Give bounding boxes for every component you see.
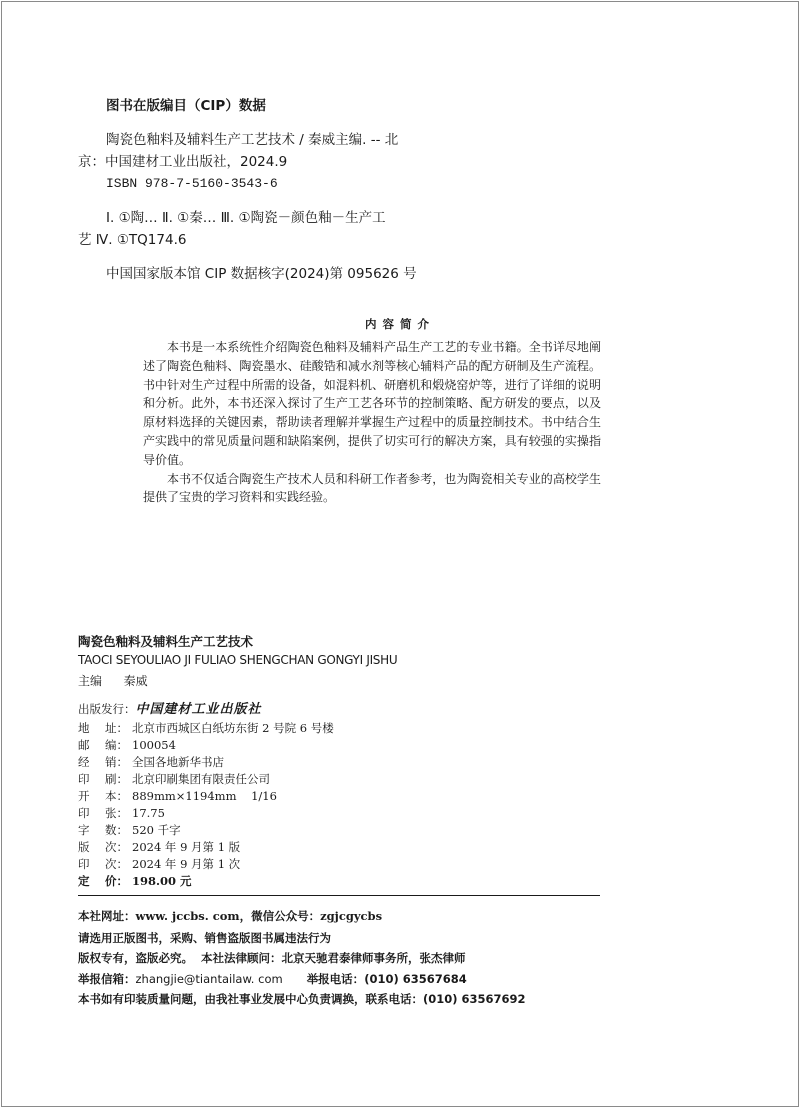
address-value: 北京市西城区白纸坊东街 2 号院 6 号楼 — [132, 721, 334, 735]
info-row-distributor: 经 销： 全国各地新华书店 — [78, 755, 224, 769]
publisher-label: 出版发行： — [78, 702, 136, 716]
info-row-wordcount: 字 数： 520 千字 — [78, 823, 181, 837]
editor-line — [78, 672, 148, 689]
abstract-title: 内容简介 — [365, 317, 435, 331]
editor-label: 主编 — [78, 674, 103, 688]
editor-name: 秦威 — [123, 674, 148, 688]
postcode-value: 100054 — [132, 738, 176, 752]
info-row-price: 定 价： 198.00 元 — [78, 874, 192, 888]
edition-value: 2024 年 9 月第 1 版 — [132, 840, 241, 854]
wordcount-value: 520 千字 — [132, 823, 181, 837]
info-row-postcode: 邮 编： 100054 — [78, 738, 176, 752]
printing-value: 2024 年 9 月第 1 次 — [132, 857, 241, 871]
distributor-value: 全国各地新华书店 — [132, 755, 224, 769]
website-link[interactable]: www. jccbs. com， — [135, 909, 252, 923]
info-row-address: 地 址： 北京市西城区白纸坊东街 2 号院 6 号楼 — [78, 721, 334, 735]
info-row-printer: 印 刷： 北京印刷集团有限责任公司 — [78, 772, 270, 786]
cip-line-5: 艺 Ⅳ. ①TQ174.6 — [78, 232, 187, 248]
report-email[interactable]: zhangjie@tiantailaw. com — [135, 972, 283, 986]
book-title-pinyin: TAOCI SEYOULIAO JI FULIAO SHENGCHAN GONGYI JISHU — [78, 653, 398, 667]
book-title: 陶瓷色釉料及辅料生产工艺技术 — [78, 634, 254, 649]
info-row-sheets: 印 张： 17.75 — [78, 806, 165, 820]
abstract-body — [143, 338, 601, 507]
info-row-format: 开 本： 889mm×1194mm 1/16 — [78, 789, 277, 803]
report-phone: (010) 63567684 — [364, 972, 467, 986]
cip-line-1: 陶瓷色釉料及辅料生产工艺技术 / 秦威主编. -- 北 — [106, 132, 399, 148]
abstract-paragraph-2: 本书不仅适合陶瓷生产技术人员和科研工作者参考，也为陶瓷相关专业的高校学生提供了宝贵的学习资料和实践经验。 — [143, 471, 601, 505]
quality-notice: 本书如有印装质量问题，由我社事业发展中心负责调换，联系电话：(010) 63567692 — [78, 992, 526, 1006]
cip-line-2: 京：中国建材工业出版社，2024.9 — [78, 154, 288, 170]
piracy-notice: 请选用正版图书，采购、销售盗版图书属违法行为 — [78, 931, 331, 945]
report-line: 举报信箱：zhangjie@tiantailaw. com 举报电话：(010) 63567684 — [78, 972, 467, 986]
wechat-id: zgjcgycbs — [320, 909, 383, 923]
price-value: 198.00 元 — [132, 874, 192, 888]
publisher-row — [78, 701, 262, 718]
info-row-edition: 版 次： 2024 年 9 月第 1 版 — [78, 840, 241, 854]
printer-value: 北京印刷集团有限责任公司 — [132, 772, 270, 786]
info-row-printing: 印 次： 2024 年 9 月第 1 次 — [78, 857, 241, 871]
website-line: 本社网址：www. jccbs. com，微信公众号：zgjcgycbs — [78, 909, 383, 923]
cip-record: 中国国家版本馆 CIP 数据核字(2024)第 095626 号 — [106, 266, 417, 282]
abstract-paragraph-1: 本书是一本系统性介绍陶瓷色釉料及辅料产品生产工艺的专业书籍。全书详尽地阐述了陶瓷色釉料、陶瓷墨水、硅酸锆和减水剂等核心辅料产品的配方研制及生产流程。书中针对生产过程中所需的设备，如混料机、研磨机和煅烧窑炉等，进行了详细的说明和分析。此外，本书还深入探讨了生产工艺各环节的控制策略、配方研发的要点，以及原材料选择的关键因素，帮助读者理解并掌握生产过程中的质量控制技术。书中结合生产实践中的常见质量问题和缺陷案例，提供了切实可行的解决方案，具有较强的实操指导价值。 — [143, 340, 601, 467]
rights-line: 版权专有，盗版必究。 本社法律顾问：北京天驰君泰律师事务所，张杰律师 — [78, 951, 466, 965]
format-value: 889mm×1194mm 1/16 — [132, 789, 277, 803]
sheets-value: 17.75 — [132, 806, 165, 820]
cip-line-4: Ⅰ. ①陶… Ⅱ. ①秦… Ⅲ. ①陶瓷－颜色釉－生产工 — [106, 210, 386, 226]
divider-rule — [78, 895, 600, 896]
cip-isbn: ISBN 978-7-5160-3543-6 — [106, 176, 278, 191]
publisher-logo: 中国建材工业出版社 — [135, 702, 262, 717]
cip-heading: 图书在版编目（CIP）数据 — [106, 98, 266, 114]
